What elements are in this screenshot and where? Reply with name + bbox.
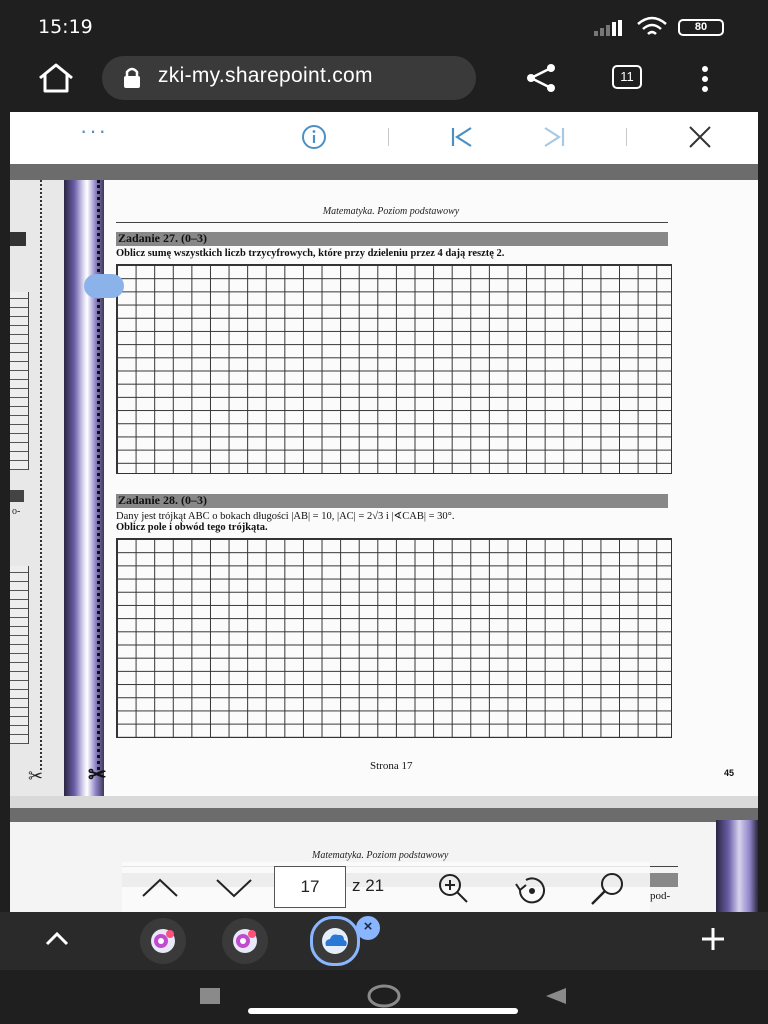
wifi-icon (636, 16, 668, 38)
messenger-icon (140, 918, 186, 964)
home-icon[interactable] (366, 984, 402, 1008)
page-total-label: z 21 (352, 876, 385, 895)
last-page-icon[interactable] (540, 126, 568, 148)
chevron-down-icon[interactable] (214, 874, 254, 900)
chevron-up-icon[interactable] (44, 930, 70, 948)
search-icon[interactable] (588, 872, 628, 906)
chevron-up-icon[interactable] (140, 874, 180, 900)
battery-icon (678, 19, 724, 36)
task28-instruction: Oblicz pole i obwód tego trójkąta. (116, 522, 268, 533)
close-icon[interactable] (688, 126, 712, 148)
answer-grid-fragment (10, 292, 29, 470)
page-number: 45 (724, 768, 735, 778)
next-page-header: Matematyka. Poziom podstawowy (312, 850, 449, 861)
page-number-input[interactable]: 17 (274, 866, 346, 908)
zoom-in-icon[interactable] (436, 872, 472, 904)
recent-apps-icon[interactable] (200, 988, 220, 1004)
messenger-icon (222, 918, 268, 964)
lock-icon (120, 66, 144, 88)
back-icon[interactable] (544, 986, 568, 1006)
task27-text: Oblicz sumę wszystkich liczb trzycyfrowych, które przy dzieleniu przez 4 dają resztę 2. (116, 248, 505, 259)
app-icon-onedrive-active[interactable] (310, 916, 360, 966)
page-navigation-bar (122, 862, 650, 912)
more-vert-icon[interactable] (696, 64, 714, 94)
task-bar-fragment (10, 490, 24, 502)
gesture-handle[interactable] (248, 1008, 518, 1014)
more-options-button[interactable]: ··· (80, 118, 108, 143)
answer-grid-fragment (10, 566, 29, 744)
info-icon[interactable] (300, 124, 328, 150)
task-bar-fragment (10, 232, 26, 246)
app-icon-messenger[interactable] (222, 918, 268, 964)
cut-line (40, 180, 42, 770)
scissors-icon: ✂ (88, 762, 107, 787)
url-text: zki-my.sharepoint.com (158, 64, 373, 87)
task28-title: Zadanie 28. (0–3) (118, 493, 208, 507)
cloud-icon (313, 919, 357, 963)
answer-grid-task28 (116, 538, 672, 738)
app-icon-messenger[interactable] (140, 918, 186, 964)
signal-icon (594, 20, 628, 36)
answer-grid-task27 (116, 264, 672, 474)
app-switcher-bar (0, 912, 768, 970)
page-edge (10, 164, 758, 180)
cut-line (97, 180, 100, 770)
task27-title: Zadanie 27. (0–3) (118, 231, 208, 245)
viewer-toolbar (10, 112, 758, 164)
toolbar-divider (388, 128, 389, 146)
toolbar-divider (626, 128, 627, 146)
battery-level: 80 (694, 21, 708, 33)
task28-text: Dany jest trójkąt ABC o bokach długości |AB| = 10, |AC| = 2√3 i |∢CAB| = 30°. (116, 511, 455, 522)
status-time: 15:19 (38, 16, 93, 38)
scan-binding-shadow (716, 820, 758, 912)
home-icon[interactable] (36, 62, 76, 94)
rotate-icon[interactable] (512, 872, 552, 906)
text-fragment: pod- (650, 890, 671, 902)
header-rule (116, 222, 668, 223)
page-footer: Strona 17 (370, 760, 413, 772)
page-edge (10, 808, 758, 822)
plus-icon[interactable] (700, 926, 726, 952)
share-icon[interactable] (524, 63, 558, 93)
tab-count-button[interactable]: 11 (612, 65, 642, 89)
first-page-icon[interactable] (448, 126, 476, 148)
touch-indicator (84, 274, 124, 298)
close-icon[interactable]: × (356, 916, 380, 940)
scissors-icon: ✂ (28, 766, 44, 786)
text-fragment: o- (12, 506, 21, 517)
page-gap (10, 796, 758, 808)
page-header: Matematyka. Poziom podstawowy (322, 206, 460, 217)
